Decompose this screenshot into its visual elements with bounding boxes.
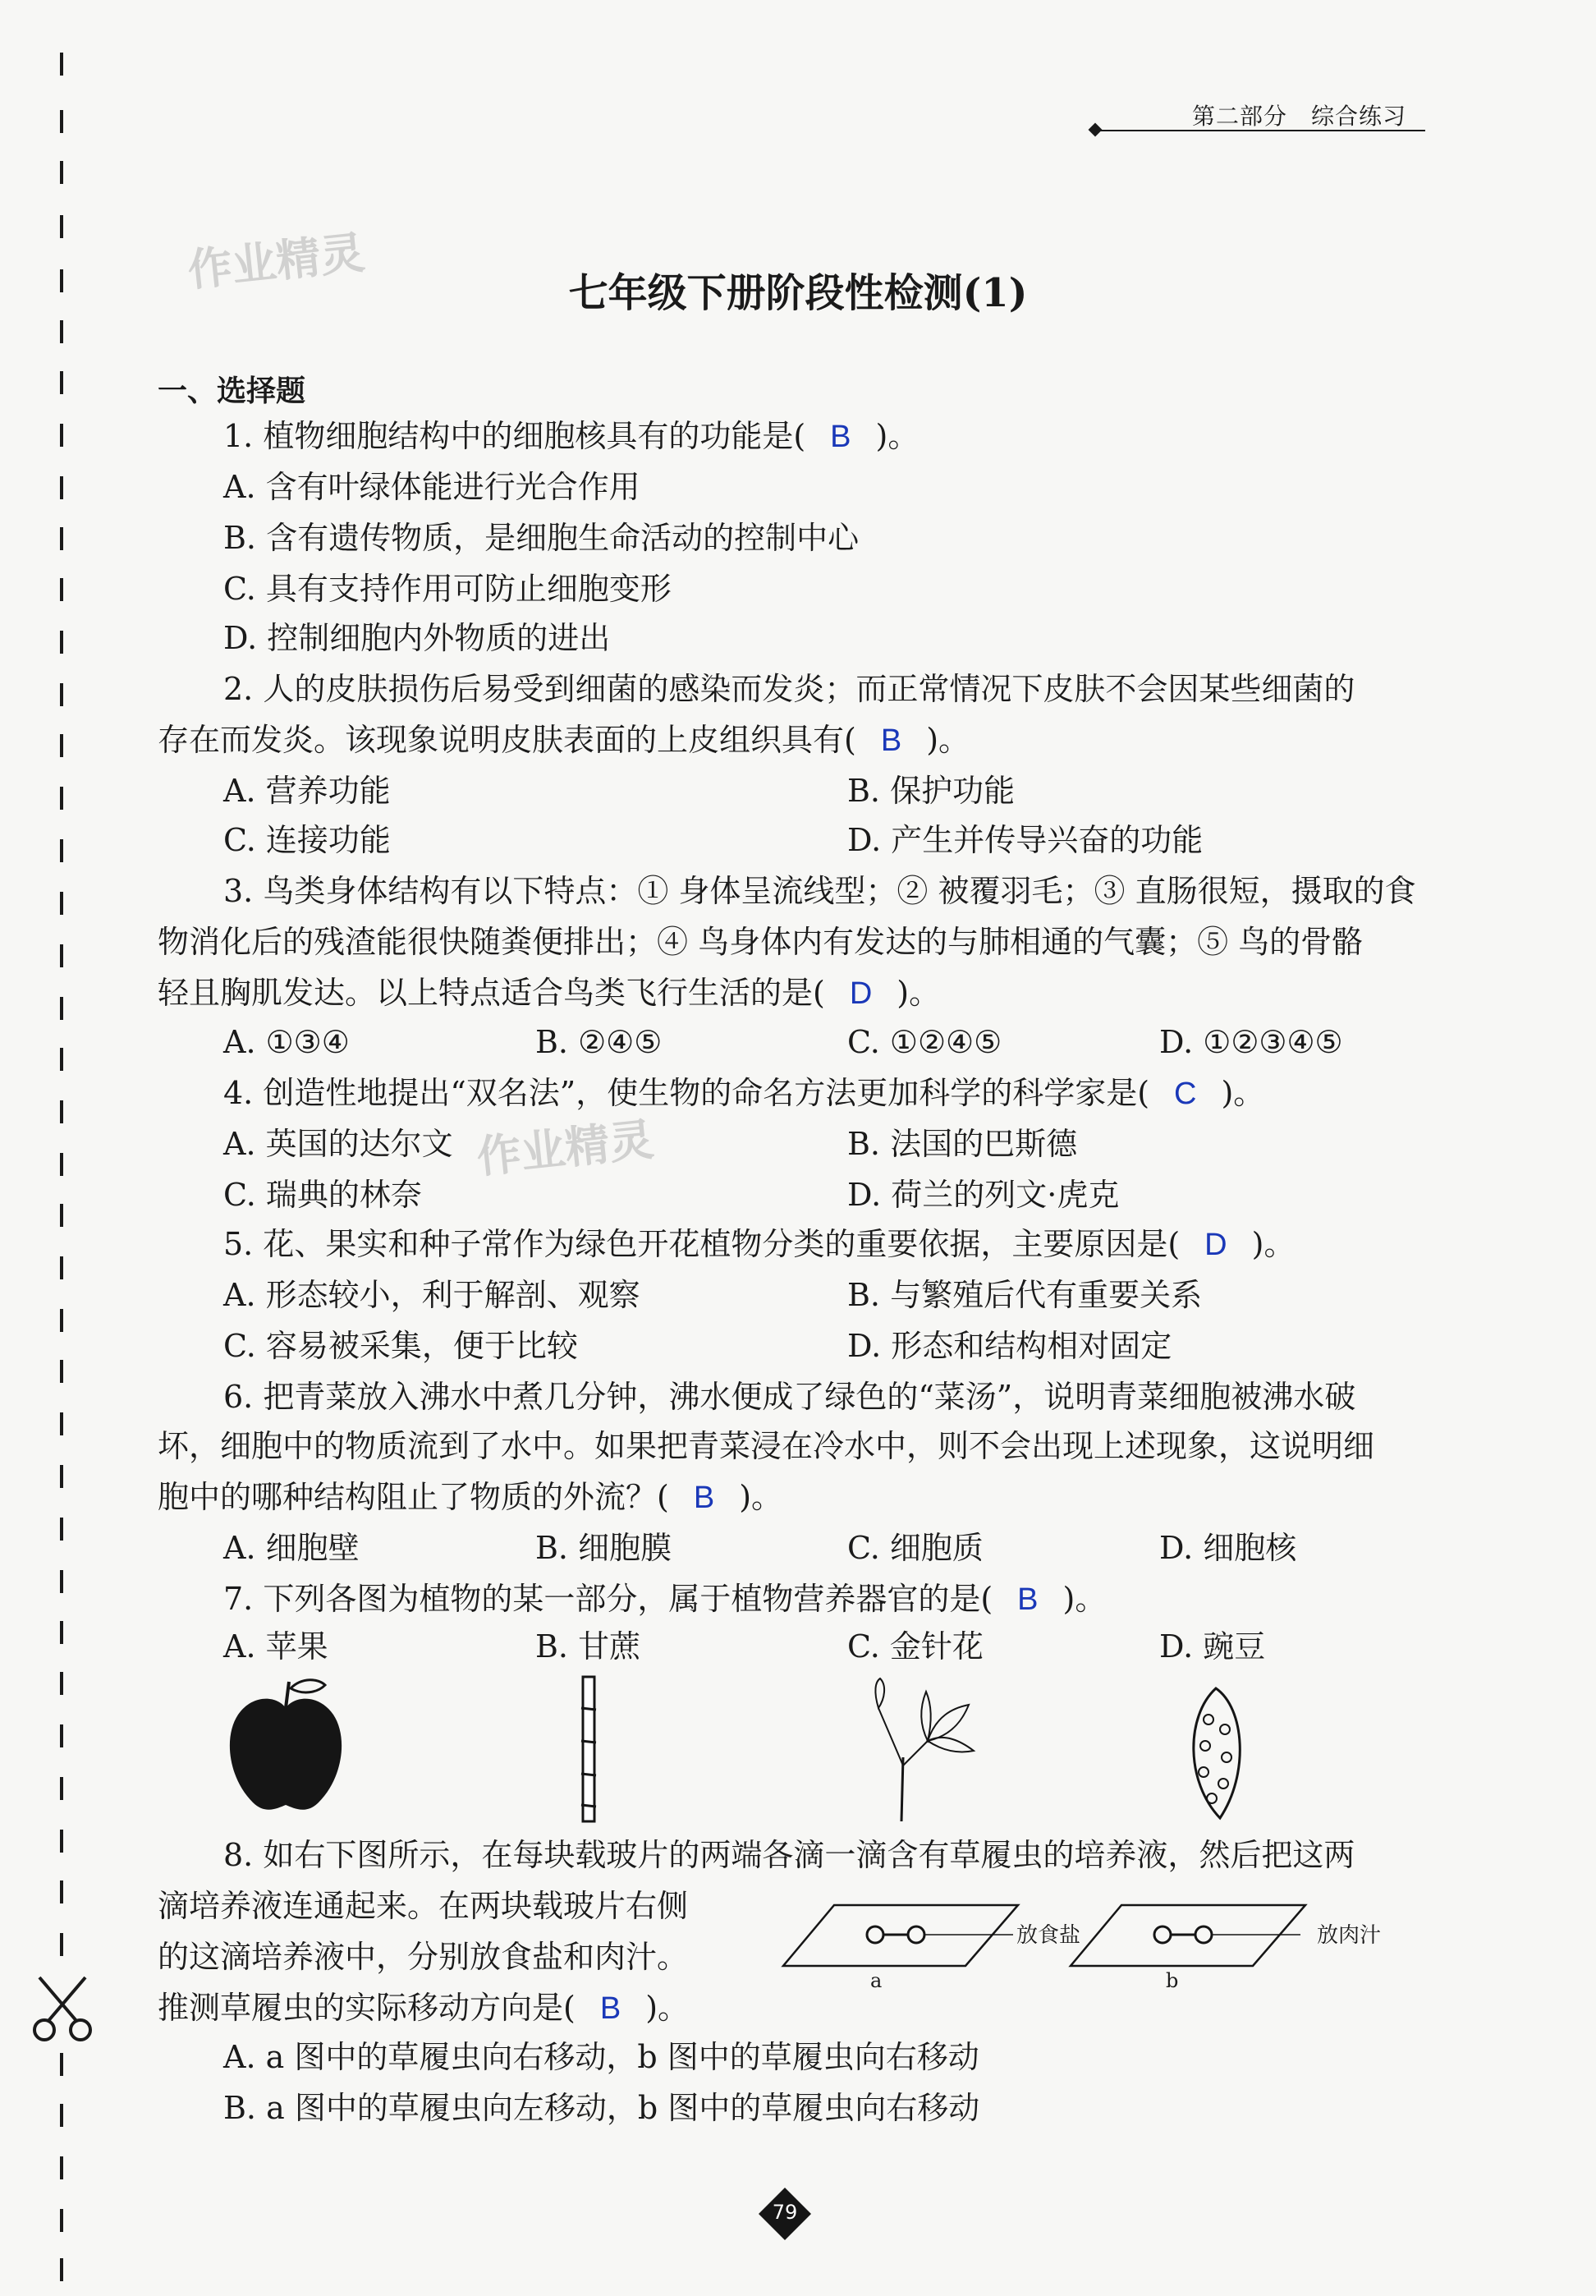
option-b: B. 与繁殖后代有重要关系	[847, 1277, 1203, 1313]
option-c: C. 金针花	[847, 1628, 984, 1665]
answer: B	[880, 723, 902, 758]
option-a: A. 含有叶绿体能进行光合作用	[223, 469, 640, 505]
question-8	[158, 1989, 689, 2027]
scissors-icon	[30, 1971, 95, 2045]
option-b: B. 细胞膜	[535, 1530, 672, 1566]
slide-b-caption: b	[1166, 1969, 1179, 1992]
answer: D	[849, 976, 873, 1011]
option-b: B. ②④⑤	[535, 1024, 663, 1060]
option-a: A. 形态较小，利于解剖、观察	[223, 1277, 640, 1313]
question-4	[223, 1074, 1264, 1113]
option-c: C. 容易被采集，便于比较	[223, 1328, 578, 1364]
question-stem: 存在而发炎。该现象说明皮肤表面的上皮组织具有(	[158, 722, 856, 758]
question-stem-end: )。	[926, 722, 970, 758]
question-3-line2: 物消化后的残渣能很快随粪便排出；④ 鸟身体内有发达的与肺相通的气囊；⑤ 鸟的骨骼	[158, 924, 1364, 960]
option-b: B. 保护功能	[847, 773, 1016, 809]
slide-b-label: 放肉汁	[1317, 1923, 1382, 1948]
question-stem: 4. 创造性地提出“双名法”，使生物的命名方法更加科学的科学家是(	[223, 1075, 1150, 1111]
answer: B	[693, 1481, 715, 1515]
question-stem-end: )。	[897, 975, 941, 1011]
question-5	[223, 1225, 1295, 1264]
answer: D	[1204, 1228, 1227, 1262]
question-8-line2: 滴培养液连通起来。在两块载玻片右侧	[158, 1888, 689, 1924]
option-b: B. 法国的巴斯德	[847, 1126, 1078, 1162]
question-stem: 1. 植物细胞结构中的细胞核具有的功能是(	[223, 418, 806, 454]
pea-pod-image	[1179, 1683, 1253, 1823]
option-a: A. 苹果	[223, 1628, 328, 1665]
option-b: B. a 图中的草履虫向左移动，b 图中的草履虫向右移动	[223, 2090, 980, 2126]
header-diamond	[1089, 123, 1103, 137]
question-stem-end: )。	[1251, 1226, 1296, 1262]
option-c: C. 连接功能	[223, 822, 391, 858]
question-stem: 5. 花、果实和种子常作为绿色开花植物分类的重要依据，主要原因是(	[223, 1226, 1181, 1262]
section-title: 一、选择题	[158, 374, 306, 408]
option-d: D. 产生并传导兴奋的功能	[847, 822, 1204, 858]
question-stem: 推测草履虫的实际移动方向是(	[158, 1990, 576, 2026]
option-d: D. ①②③④⑤	[1159, 1024, 1343, 1060]
question-3	[158, 974, 940, 1013]
question-6-line2: 坏，细胞中的物质流到了水中。如果把青菜浸在冷水中，则不会出现上述现象，这说明细	[158, 1428, 1375, 1464]
question-2	[158, 721, 970, 760]
question-6	[158, 1478, 782, 1517]
apple-image	[220, 1675, 351, 1815]
option-c: C. 细胞质	[847, 1530, 984, 1566]
option-a: A. ①③④	[223, 1024, 350, 1060]
option-c: C. 瑞典的林奈	[223, 1177, 422, 1213]
option-d: D. 控制细胞内外物质的进出	[223, 620, 611, 656]
daylily-flower-image	[854, 1675, 977, 1823]
slide-a-label: 放食盐	[1016, 1923, 1081, 1948]
option-d: D. 形态和结构相对固定	[847, 1328, 1172, 1364]
option-a: A. 营养功能	[223, 773, 391, 809]
answer: B	[599, 1991, 621, 2026]
option-c: C. ①②④⑤	[847, 1024, 1002, 1060]
watermark: 作业精灵	[185, 226, 368, 297]
answer: C	[1174, 1077, 1197, 1111]
option-d: D. 细胞核	[1159, 1530, 1297, 1566]
watermark: 作业精灵	[474, 1113, 657, 1184]
question-stem-end: )。	[1062, 1581, 1107, 1617]
question-6-line1: 6. 把青菜放入沸水中煮几分钟，沸水便成了绿色的“菜汤”，说明青菜细胞被沸水破	[223, 1379, 1356, 1415]
question-stem-end: )。	[739, 1479, 783, 1515]
question-stem-end: )。	[645, 1990, 690, 2026]
question-1	[223, 417, 919, 456]
option-c: C. 具有支持作用可防止细胞变形	[223, 571, 672, 607]
question-stem: 7. 下列各图为植物的某一部分，属于植物营养器官的是(	[223, 1581, 993, 1617]
answer: B	[1017, 1582, 1039, 1617]
option-a: A. 英国的达尔文	[223, 1126, 453, 1162]
option-a: A. a 图中的草履虫向右移动，b 图中的草履虫向右移动	[223, 2039, 979, 2075]
option-b: B. 含有遗传物质，是细胞生命活动的控制中心	[223, 520, 860, 556]
page-title: 七年级下册阶段性检测(1)	[568, 270, 1028, 316]
header-rule	[1100, 130, 1425, 131]
answer: B	[830, 420, 851, 454]
question-8-line1: 8. 如右下图所示，在每块载玻片的两端各滴一滴含有草履虫的培养液，然后把这两	[223, 1837, 1355, 1873]
question-stem-end: )。	[1221, 1075, 1265, 1111]
question-2-line1: 2. 人的皮肤损伤后易受到细菌的感染而发炎；而正常情况下皮肤不会因某些细菌的	[223, 671, 1355, 707]
question-stem: 胞中的哪种结构阻止了物质的外流？(	[158, 1479, 669, 1515]
option-d: D. 荷兰的列文·虎克	[847, 1177, 1120, 1213]
option-a: A. 细胞壁	[223, 1530, 360, 1566]
question-8-line3: 的这滴培养液中，分别放食盐和肉汁。	[158, 1939, 689, 1975]
section-header: 第二部分 综合练习	[1192, 103, 1407, 130]
sugarcane-image	[573, 1675, 606, 1823]
slide-a-caption: a	[870, 1969, 883, 1992]
question-stem-end: )。	[875, 418, 920, 454]
question-7	[223, 1580, 1106, 1619]
option-b: B. 甘蔗	[535, 1628, 641, 1665]
question-3-line1: 3. 鸟类身体结构有以下特点：① 身体呈流线型；② 被覆羽毛；③ 直肠很短，摄取的食	[223, 873, 1416, 909]
question-stem: 轻且胸肌发达。以上特点适合鸟类飞行生活的是(	[158, 975, 825, 1011]
page-number: 79	[772, 2201, 798, 2224]
option-d: D. 豌豆	[1159, 1628, 1266, 1665]
